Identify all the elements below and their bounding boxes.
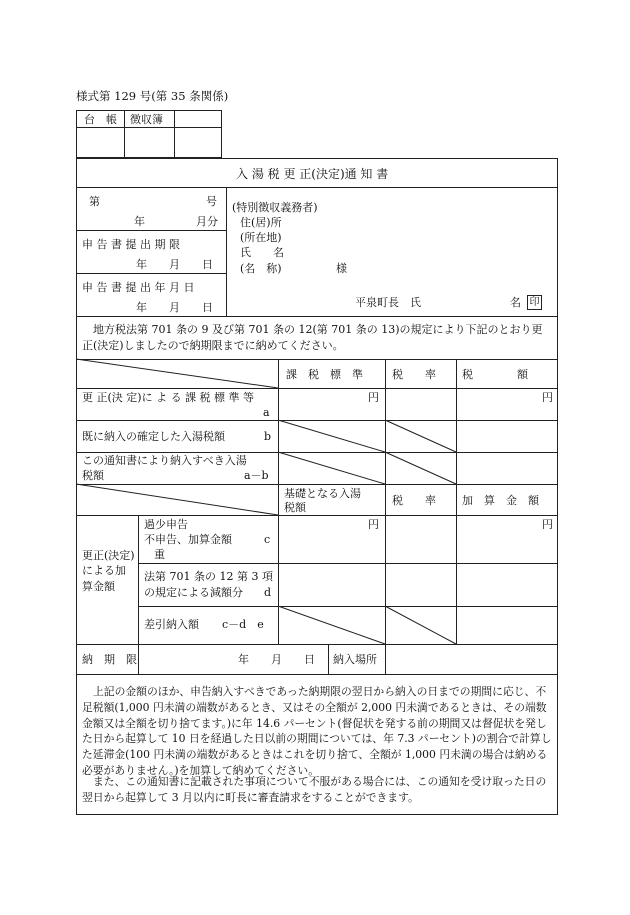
- row-line: [76, 316, 558, 317]
- t2-row-c-line3: 重: [154, 548, 165, 561]
- nen-label: 年: [134, 215, 145, 228]
- t1-row-ab-base-diagonal: [278, 452, 385, 484]
- t1-row-b-base-diagonal: [278, 420, 385, 452]
- row-line: [76, 388, 558, 389]
- t1-row-ab-label-1: この通知書により納入すべき入湯: [82, 454, 247, 467]
- t1-row-a-amount-unit: 円: [542, 391, 553, 404]
- t2-header-base-1: 基礎となる入湯: [284, 487, 361, 500]
- left-block-border: [226, 187, 227, 316]
- submitted-label: 申 告 書 提 出 年 月 日: [82, 281, 195, 294]
- ledger-col-line: [124, 110, 125, 158]
- recipient-sama-label: 様: [336, 262, 347, 275]
- t1-header-amount: 税 額: [462, 368, 528, 381]
- seal-box: [527, 295, 542, 310]
- t2-header-rate: 税 率: [392, 494, 436, 507]
- t2-row-e-label: 差引納入額: [144, 618, 199, 631]
- recipient-name-label: 氏 名: [240, 246, 284, 259]
- col-line: [385, 644, 386, 674]
- issuer-mei: 名: [510, 296, 521, 309]
- ledger-choshubo-label: 徴収簿: [130, 113, 163, 126]
- row-line: [138, 563, 558, 564]
- submitted-date: 年 月 日: [136, 301, 213, 314]
- t1-row-a-tag: a: [263, 406, 270, 419]
- t2-header-base-2: 税額: [284, 501, 306, 514]
- col-line: [138, 644, 139, 674]
- deadline-date: 年 月 日: [136, 258, 213, 271]
- dai-label: 第: [89, 195, 100, 208]
- col-line: [328, 644, 329, 674]
- t2-row-c-amount-unit: 円: [542, 518, 553, 531]
- recipient-corp-label: (名 称): [240, 262, 282, 275]
- t2-row-d-line2: の規定による減額分: [144, 586, 243, 599]
- header-diagonal: [76, 484, 278, 515]
- t1-row-b-tag: b: [264, 430, 272, 443]
- t1-row-ab-tag: a－b: [244, 469, 269, 482]
- deadline-label: 申 告 書 提 出 期 限: [82, 238, 180, 251]
- row-line: [76, 674, 558, 675]
- title-line: [76, 187, 558, 188]
- t2-row-d-tag: d: [264, 586, 272, 599]
- recipient-address-label: 住(居)所: [240, 216, 282, 229]
- t2-row-c-base-unit: 円: [368, 518, 379, 531]
- issuer-mayor: 平泉町長 氏: [355, 296, 421, 309]
- form-number: 様式第 129 号(第 35 条関係): [76, 89, 229, 103]
- ledger-daicho-label: 台 帳: [84, 113, 117, 126]
- t2-group-label: 更正(決定)による加算金額: [82, 549, 135, 593]
- t1-row-ab-rate-diagonal: [385, 452, 456, 484]
- form-title: 入 湯 税 更 正(決定)通 知 書: [236, 167, 389, 181]
- t2-row-e-tag: c－d e: [222, 618, 264, 631]
- t1-row-a-base-unit: 円: [368, 391, 379, 404]
- payment-place-label: 納入場所: [333, 653, 377, 666]
- nouki-date: 年 月 日: [238, 653, 315, 666]
- t2-row-d-line1: 法第 701 条の 12 第 3 項: [144, 570, 273, 583]
- t2-row-c-line2: 不申告、加算金額: [144, 533, 232, 546]
- t1-header-rate: 税 率: [392, 368, 436, 381]
- footer-text-2: また、この通知書に記載された事項について不服がある場合には、この通知を受け取った日の翌日から起算して 3 月以内に町長に審査請求をすることができます。: [82, 775, 547, 804]
- t2-row-e-rate-diagonal: [385, 606, 456, 644]
- seal-mark: 印: [529, 297, 540, 308]
- notice-text: 地方税法第 701 条の 9 及び第 701 条の 12(第 701 条の 13)の規定により下記のとおり更正(決定)しましたので納期限までに納めてください。: [82, 323, 543, 352]
- recipient-role: (特別徴収義務者): [232, 201, 318, 214]
- t1-row-b-rate-diagonal: [385, 420, 456, 452]
- row-line: [76, 515, 558, 516]
- row-line: [76, 644, 558, 645]
- go-label: 号: [206, 195, 217, 208]
- t1-row-b-label: 既に納入の確定した入湯税額: [82, 430, 225, 443]
- t2-row-e-base-diagonal: [278, 606, 385, 644]
- header-diagonal: [76, 359, 278, 388]
- t2-header-amount: 加 算 金 額: [462, 494, 539, 507]
- row-line: [76, 230, 226, 231]
- t1-row-ab-label-2: 税額: [82, 469, 104, 482]
- ledger-col-line: [174, 110, 175, 158]
- t2-row-c-tag: c: [264, 533, 271, 546]
- t1-row-a-label: 更 正(決 定)に よ る 課 税 標 準 等: [82, 391, 255, 404]
- nouki-label: 納 期 限: [82, 653, 137, 666]
- t1-header-base: 課 税 標 準: [286, 368, 363, 381]
- col-line: [456, 484, 457, 644]
- t2-row-c-line1: 過少申告: [144, 518, 188, 531]
- row-line: [76, 273, 226, 274]
- gatsubun-label: 月分: [196, 215, 218, 228]
- col-line: [456, 359, 457, 484]
- footer-text-1: 上記の金額のほか、申告納入すべきであった納期限の翌日から納入の日までの期間に応じ、不足税額(1,000 円未満の端数があるとき、又はその全額が 2,000 円未満であるときは、その端数金額又は全額を切り捨てます。)に年 14.6 パーセント(督促状を発する前の期間又は督促状を発した日から起算して 10 日を経過した日以前の期間については、年 7.3 パーセント)の割合で計算した延滞金(100 円未満の端数があるときはこれを切り捨て、全額が 1,000 円未満の場合は納める必要がありません。)を加算して納めてください。: [82, 685, 552, 777]
- ledger-divider: [76, 127, 222, 128]
- recipient-location-label: (所在地): [240, 231, 282, 244]
- group-col-line: [138, 515, 139, 644]
